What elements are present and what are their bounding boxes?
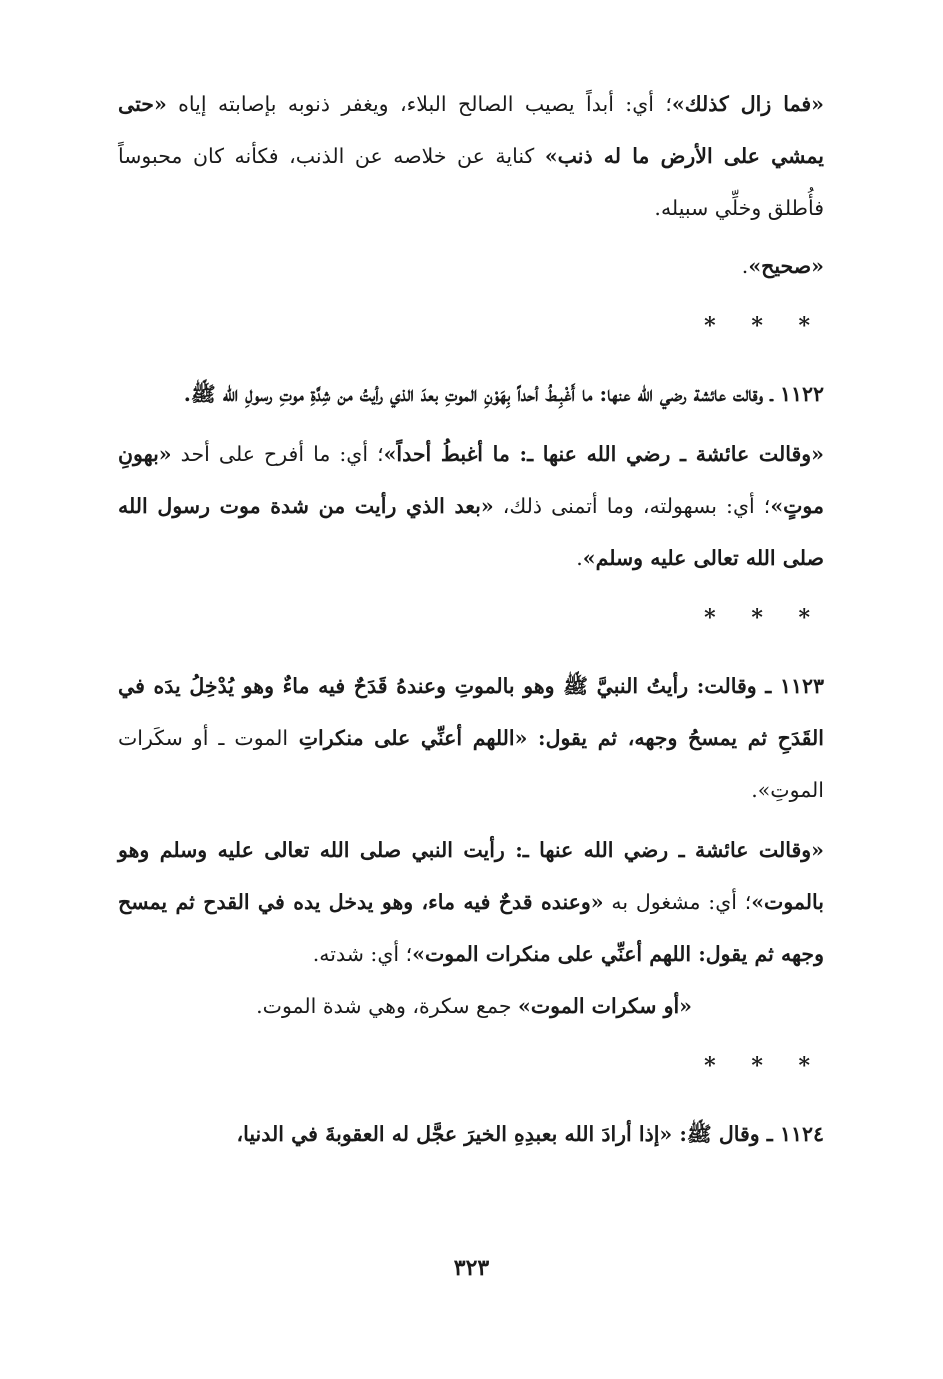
explanation-text: ؛ أي: شدته. [312, 942, 413, 966]
quoted-text: «بعد الذي رأيت من شدة موت رسول الله صلى الله تعالى عليه وسلم» [118, 494, 824, 570]
explanation-text: كناية عن خلاصه عن الذنب، فكأنه كان محبوساً فأُطلق وخلِّي سبيله. [118, 144, 824, 220]
quoted-text: «فما زال كذلك» [671, 92, 824, 116]
explanation-text: ؛ أي: بسهولته، وما أتمنى ذلك، [493, 494, 771, 518]
hadith-text [118, 368, 824, 420]
explanation-text: الموت ـ أو سكَرات الموتِ». [118, 726, 824, 802]
quoted-text: «وقالت عائشة ـ رضي الله عنها ـ: ما أغبطُ أحداً» [383, 442, 824, 466]
hadith-text [118, 1108, 824, 1160]
commentary-paragraph [118, 428, 824, 584]
quoted-text: «وعنده قدحٌ فيه ماء، وهو يدخل يده في القدح ثم يمسح وجهه ثم يقول: اللهم أعنِّي على منكرات الموت» [118, 890, 824, 966]
quoted-text: ١١٢٣ ـ وقالت: رأيتُ النبيَّ ﷺ وهو بالموتِ وعندهُ قَدَحٌ فيه ماءٌ وهو يُدْخِلُ يدَه في القَدَحِ ثم يمسحُ وجهه، ثم يقول: «اللهم أعنِّي على منكراتِ [118, 674, 824, 750]
quoted-text: ١١٢٤ ـ وقال ﷺ: «إذا أرادَ الله بعبدِهِ الخيرَ عجَّل له العقوبةَ في الدنيا، [236, 1122, 824, 1146]
explanation-text: ؛ أي: ما أفرح على أحد [171, 442, 384, 466]
quoted-text: «بهونِ موتٍ» [118, 442, 824, 518]
explanation-text: ؛ أي: أبداً يصيب الصالح البلاء، ويغفر ذنوبه بإصابته إياه [166, 92, 672, 116]
section-separator: * * * [704, 313, 824, 339]
page-number: ٣٢٣ [453, 1255, 490, 1281]
commentary-paragraph [118, 78, 824, 234]
quoted-text: «أو سكرات الموت» [518, 994, 692, 1018]
quoted-text: «صحيح» [748, 254, 824, 278]
quoted-text: «وقالت عائشة ـ رضي الله عنها ـ: رأيت النبي صلى الله تعالى عليه وسلم وهو بالموت» [118, 838, 824, 914]
quoted-text: «حتى يمشي على الأرض ما له ذنب» [118, 92, 824, 168]
section-separator: * * * [704, 1053, 824, 1079]
hadith-text [118, 660, 824, 816]
quoted-text: ١١٢٢ ـ وقالت عائشة رضي الله عنها: ما أَغْبِـطُ أحداً بِهَوْنِ الموتِ بعدَ الذي رأيتُ من شِدَّةِ موتِ رسولِ الله ﷺ. [183, 382, 824, 406]
explanation-text: . [576, 546, 583, 570]
commentary-paragraph [118, 980, 824, 1032]
commentary-paragraph [118, 824, 824, 980]
explanation-text: جمع سكرة، وهي شدة الموت. [256, 994, 519, 1018]
page-body [118, 78, 824, 1160]
explanation-text: ؛ أي: مشغول به [603, 890, 752, 914]
section-separator: * * * [704, 605, 824, 631]
commentary-paragraph [118, 240, 824, 292]
explanation-text: . [741, 254, 749, 278]
